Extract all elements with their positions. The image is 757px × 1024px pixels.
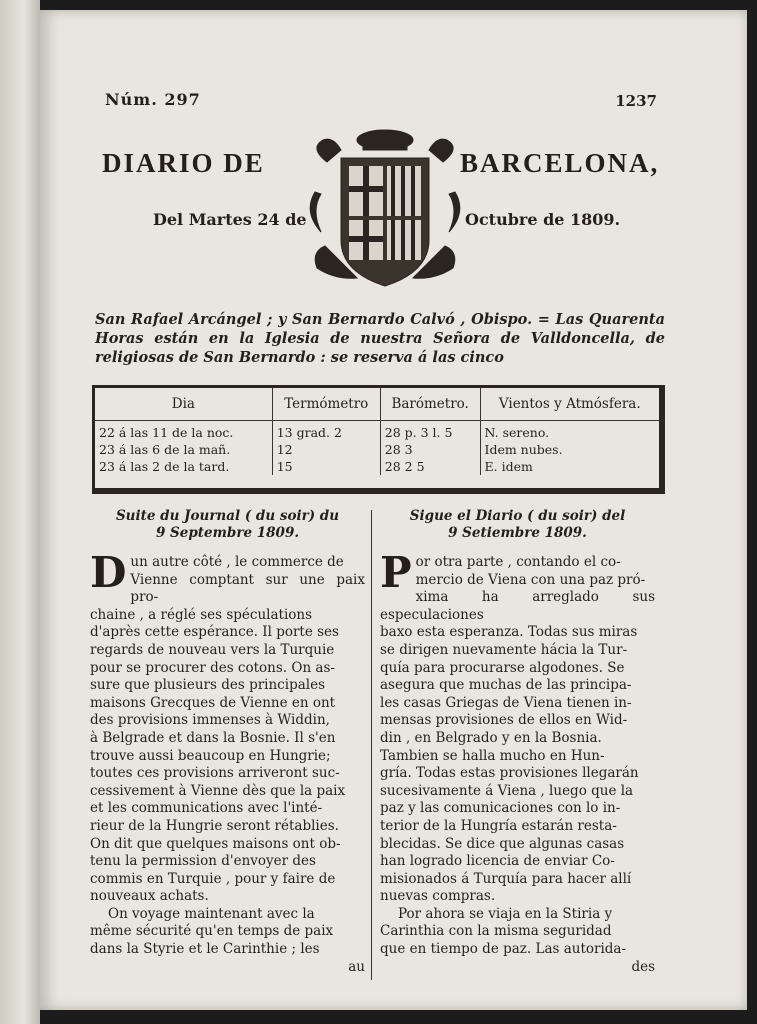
text-line: blecidas. Se dice que algunas casas: [380, 835, 625, 852]
weather-table: [92, 385, 665, 494]
text-line: les casas Griegas de Viena tienen in-: [380, 694, 632, 711]
text-line: toutes ces provisions arriveront suc-: [90, 765, 340, 782]
text-line: xima ha arreglado sus especulaciones: [380, 589, 655, 623]
text-line: din , en Belgrado y en la Bosnia.: [380, 729, 602, 746]
text-line: asegura que muchas de las principa-: [380, 677, 632, 694]
french-column: [90, 508, 365, 976]
text-line: Vienne comptant sur une paix pro-: [130, 571, 365, 606]
cell-dia: 22 á las 11 de la noc.: [95, 421, 272, 442]
text-line: tenu la permission d'envoyer des: [90, 853, 316, 870]
cell-vientos: N. sereno.: [484, 425, 550, 440]
catchword: des: [631, 958, 655, 975]
text-line: même sécurité qu'en temps de paix: [90, 923, 334, 940]
text-line: or otra parte , contando el co-: [415, 554, 621, 570]
text-line: regards de nouveau vers la Turquie: [90, 641, 335, 658]
cell-termo: 13 grad. 2: [272, 421, 380, 442]
text-line: gría. Todas estas provisiones llegarán: [380, 765, 639, 782]
text-line: un autre côté , le commerce de: [130, 554, 344, 570]
cell-baro: 28 p. 3 l. 5: [380, 421, 480, 442]
text-line: mensas provisiones de ellos en Wid-: [380, 712, 628, 729]
text-line: cessivement à Vienne dès que la paix: [90, 782, 346, 799]
text-line: paz y las comunicaciones con lo in-: [380, 800, 621, 817]
cell-vientos: Idem nubes.: [484, 442, 563, 457]
text-line: pour se procurer des cotons. On as-: [90, 659, 335, 676]
facing-page-edge: [0, 0, 40, 1024]
text-line: chaine , a réglé ses spéculations: [90, 606, 313, 623]
issue-number: Núm. 297: [105, 90, 201, 109]
date-right: Octubre de 1809.: [465, 210, 621, 229]
text-line: Tambien se halla mucho en Hun-: [380, 747, 605, 764]
text-line: nuevas compras.: [380, 888, 496, 905]
page-number: 1237: [615, 92, 657, 110]
table-row: [95, 441, 659, 458]
newspaper-page: [40, 10, 747, 1010]
text-line: dans la Styrie et le Carinthie ; les: [90, 941, 320, 958]
date-left: Del Martes 24 de: [153, 210, 307, 229]
cell-dia: 23 á las 2 de la tard.: [95, 458, 272, 475]
text-line: des provisions immenses à Widdin,: [90, 712, 330, 729]
text-line: Por ahora se viaja en la Stiria y: [398, 905, 613, 922]
cell-baro: 28 3: [380, 441, 480, 458]
text-line: On dit que quelques maisons ont ob-: [90, 835, 341, 852]
column-divider: [371, 510, 372, 980]
heading-line: 9 Septembre 1809.: [155, 525, 300, 541]
spanish-article-body: [380, 548, 655, 976]
text-line: quía para procurarse algodones. Se: [380, 659, 625, 676]
spanish-heading: [380, 508, 655, 542]
text-line: Carinthia con la misma seguridad: [380, 923, 612, 940]
cell-vientos: E. idem: [484, 459, 533, 474]
french-article-body: [90, 548, 365, 976]
text-line: d'après cette espérance. Il porte ses: [90, 624, 339, 641]
coat-of-arms-icon: [305, 122, 465, 292]
text-line: han logrado licencia de enviar Co-: [380, 853, 615, 870]
text-line: se dirigen nuevamente hácia la Tur-: [380, 641, 628, 658]
spanish-column: [380, 508, 655, 976]
heading-line: Suite du Journal ( du soir) du: [115, 508, 340, 524]
catchword: au: [348, 958, 365, 975]
text-line: baxo esta esperanza. Todas sus miras: [380, 624, 638, 641]
cell-termo: 15: [272, 458, 380, 475]
heading-line: 9 Setiembre 1809.: [448, 525, 587, 541]
text-line: trouve aussi beaucoup en Hungrie;: [90, 747, 331, 764]
text-line: maisons Grecques de Vienne en ont: [90, 694, 336, 711]
text-line: On voyage maintenant avec la: [108, 905, 315, 922]
text-line: sucesivamente á Viena , luego que la: [380, 782, 634, 799]
cell-baro: 28 2 5: [380, 458, 480, 475]
drop-cap: D: [90, 548, 127, 597]
french-heading: [90, 508, 365, 542]
saints-of-the-day: San Rafael Arcángel ; y San Bernardo Calvó , Obispo. = Las Quarenta Horas están en la Iglesia de nuestra Señora de Valldoncella, de religiosas de San Bernardo : se reserva á las cinco: [95, 311, 665, 366]
masthead-title-left: DIARIO DE: [102, 148, 265, 178]
text-line: nouveaux achats.: [90, 888, 209, 905]
text-line: misionados á Turquía para hacer allí: [380, 870, 632, 887]
text-line: commis en Turquie , pour y faire de: [90, 870, 336, 887]
drop-cap: P: [380, 548, 412, 597]
text-line: et les communications avec l'inté-: [90, 800, 323, 817]
cell-dia: 23 á las 6 de la mañ.: [95, 441, 272, 458]
cell-termo: 12: [272, 441, 380, 458]
text-line: mercio de Viena con una paz pró-: [415, 571, 646, 588]
header-barometro: Barómetro.: [380, 388, 480, 421]
table-row: [95, 458, 659, 475]
text-line: à Belgrade et dans la Bosnie. Il s'en: [90, 729, 336, 746]
header-vientos: Vientos y Atmósfera.: [480, 388, 659, 421]
header-termometro: Termómetro: [272, 388, 380, 421]
text-line: que en tiempo de paz. Las autorida-: [380, 941, 627, 958]
header-dia: Dia: [95, 388, 272, 421]
text-line: rieur de la Hungrie seront rétablies.: [90, 817, 339, 834]
masthead-title-right: BARCELONA,: [460, 148, 660, 178]
text-line: terior de la Hungría estarán resta-: [380, 817, 617, 834]
heading-line: Sigue el Diario ( du soir) del: [409, 508, 626, 524]
text-line: sure que plusieurs des principales: [90, 677, 325, 694]
table-row: [95, 421, 659, 442]
